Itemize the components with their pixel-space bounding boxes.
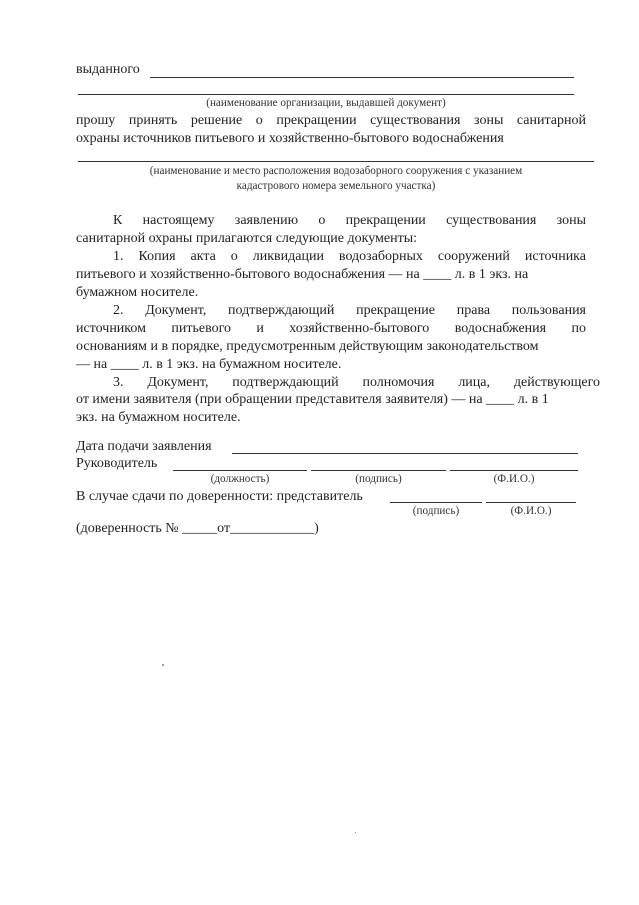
- item1-line-1: 1. Копия акта о ликвидации водозаборных сооружений источника: [113, 249, 586, 264]
- item2-line-2: источником питьевого и хозяйственно-бытового водоснабжения по: [76, 321, 586, 336]
- issued-by-field-2[interactable]: [78, 94, 574, 95]
- site-field[interactable]: [78, 161, 594, 162]
- caption-site-2: кадастрового номера земельного участка): [236, 180, 436, 192]
- proxy-signature-field[interactable]: [390, 502, 482, 503]
- intro-line-2: санитарной охраны прилагаются следующие документы:: [76, 231, 418, 246]
- issued-by-field[interactable]: [150, 77, 574, 78]
- request-line-1: прошу принять решение о прекращении существования зоны санитарной: [76, 113, 586, 128]
- caption-site-1: (наименование и место расположения водозаборного сооружения с указанием: [149, 165, 523, 177]
- item1-line-2: питьевого и хозяйственно-бытового водоснабжения — на ____ л. в 1 экз. на: [76, 267, 529, 282]
- scan-speck: [355, 832, 356, 833]
- fio-field[interactable]: [450, 470, 578, 471]
- item2-line-3: основаниям и в порядке, предусмотренным действующим законодательством: [76, 339, 539, 354]
- request-line-2: охраны источников питьевого и хозяйственно-бытового водоснабжения: [76, 131, 504, 146]
- head-label: Руководитель: [76, 456, 158, 471]
- signature-field[interactable]: [311, 470, 446, 471]
- item1-line-3: бумажном носителе.: [76, 285, 199, 300]
- scan-speck: [162, 664, 164, 666]
- proxy-label: В случае сдачи по доверенности: представитель: [76, 489, 363, 504]
- date-field[interactable]: [232, 453, 578, 454]
- caption-signature: (подпись): [355, 473, 402, 485]
- date-label: Дата подачи заявления: [76, 439, 212, 454]
- caption-signature-2: (подпись): [412, 505, 460, 517]
- proxy-fio-field[interactable]: [486, 502, 576, 503]
- issued-label: выданного: [76, 62, 140, 77]
- item3-line-1: 3. Документ, подтверждающий полномочия лица, действующего: [113, 375, 600, 390]
- item3-line-2: от имени заявителя (при обращении представителя заявителя) — на ____ л. в 1: [76, 392, 549, 407]
- proxy-document: (доверенность № _____от____________): [76, 521, 319, 536]
- caption-org: (наименование организации, выдавшей документ): [206, 97, 446, 109]
- intro-line-1: К настоящему заявлению о прекращении существования зоны: [113, 213, 586, 228]
- item2-line-4: — на ____ л. в 1 экз. на бумажном носителе.: [76, 357, 342, 372]
- position-field[interactable]: [173, 470, 307, 471]
- caption-position: (должность): [210, 473, 270, 485]
- item3-line-3: экз. на бумажном носителе.: [76, 410, 241, 425]
- item2-line-1: 2. Документ, подтверждающий прекращение права пользования: [113, 303, 586, 318]
- caption-fio-2: (Ф.И.О.): [510, 505, 552, 517]
- caption-fio: (Ф.И.О.): [493, 473, 535, 485]
